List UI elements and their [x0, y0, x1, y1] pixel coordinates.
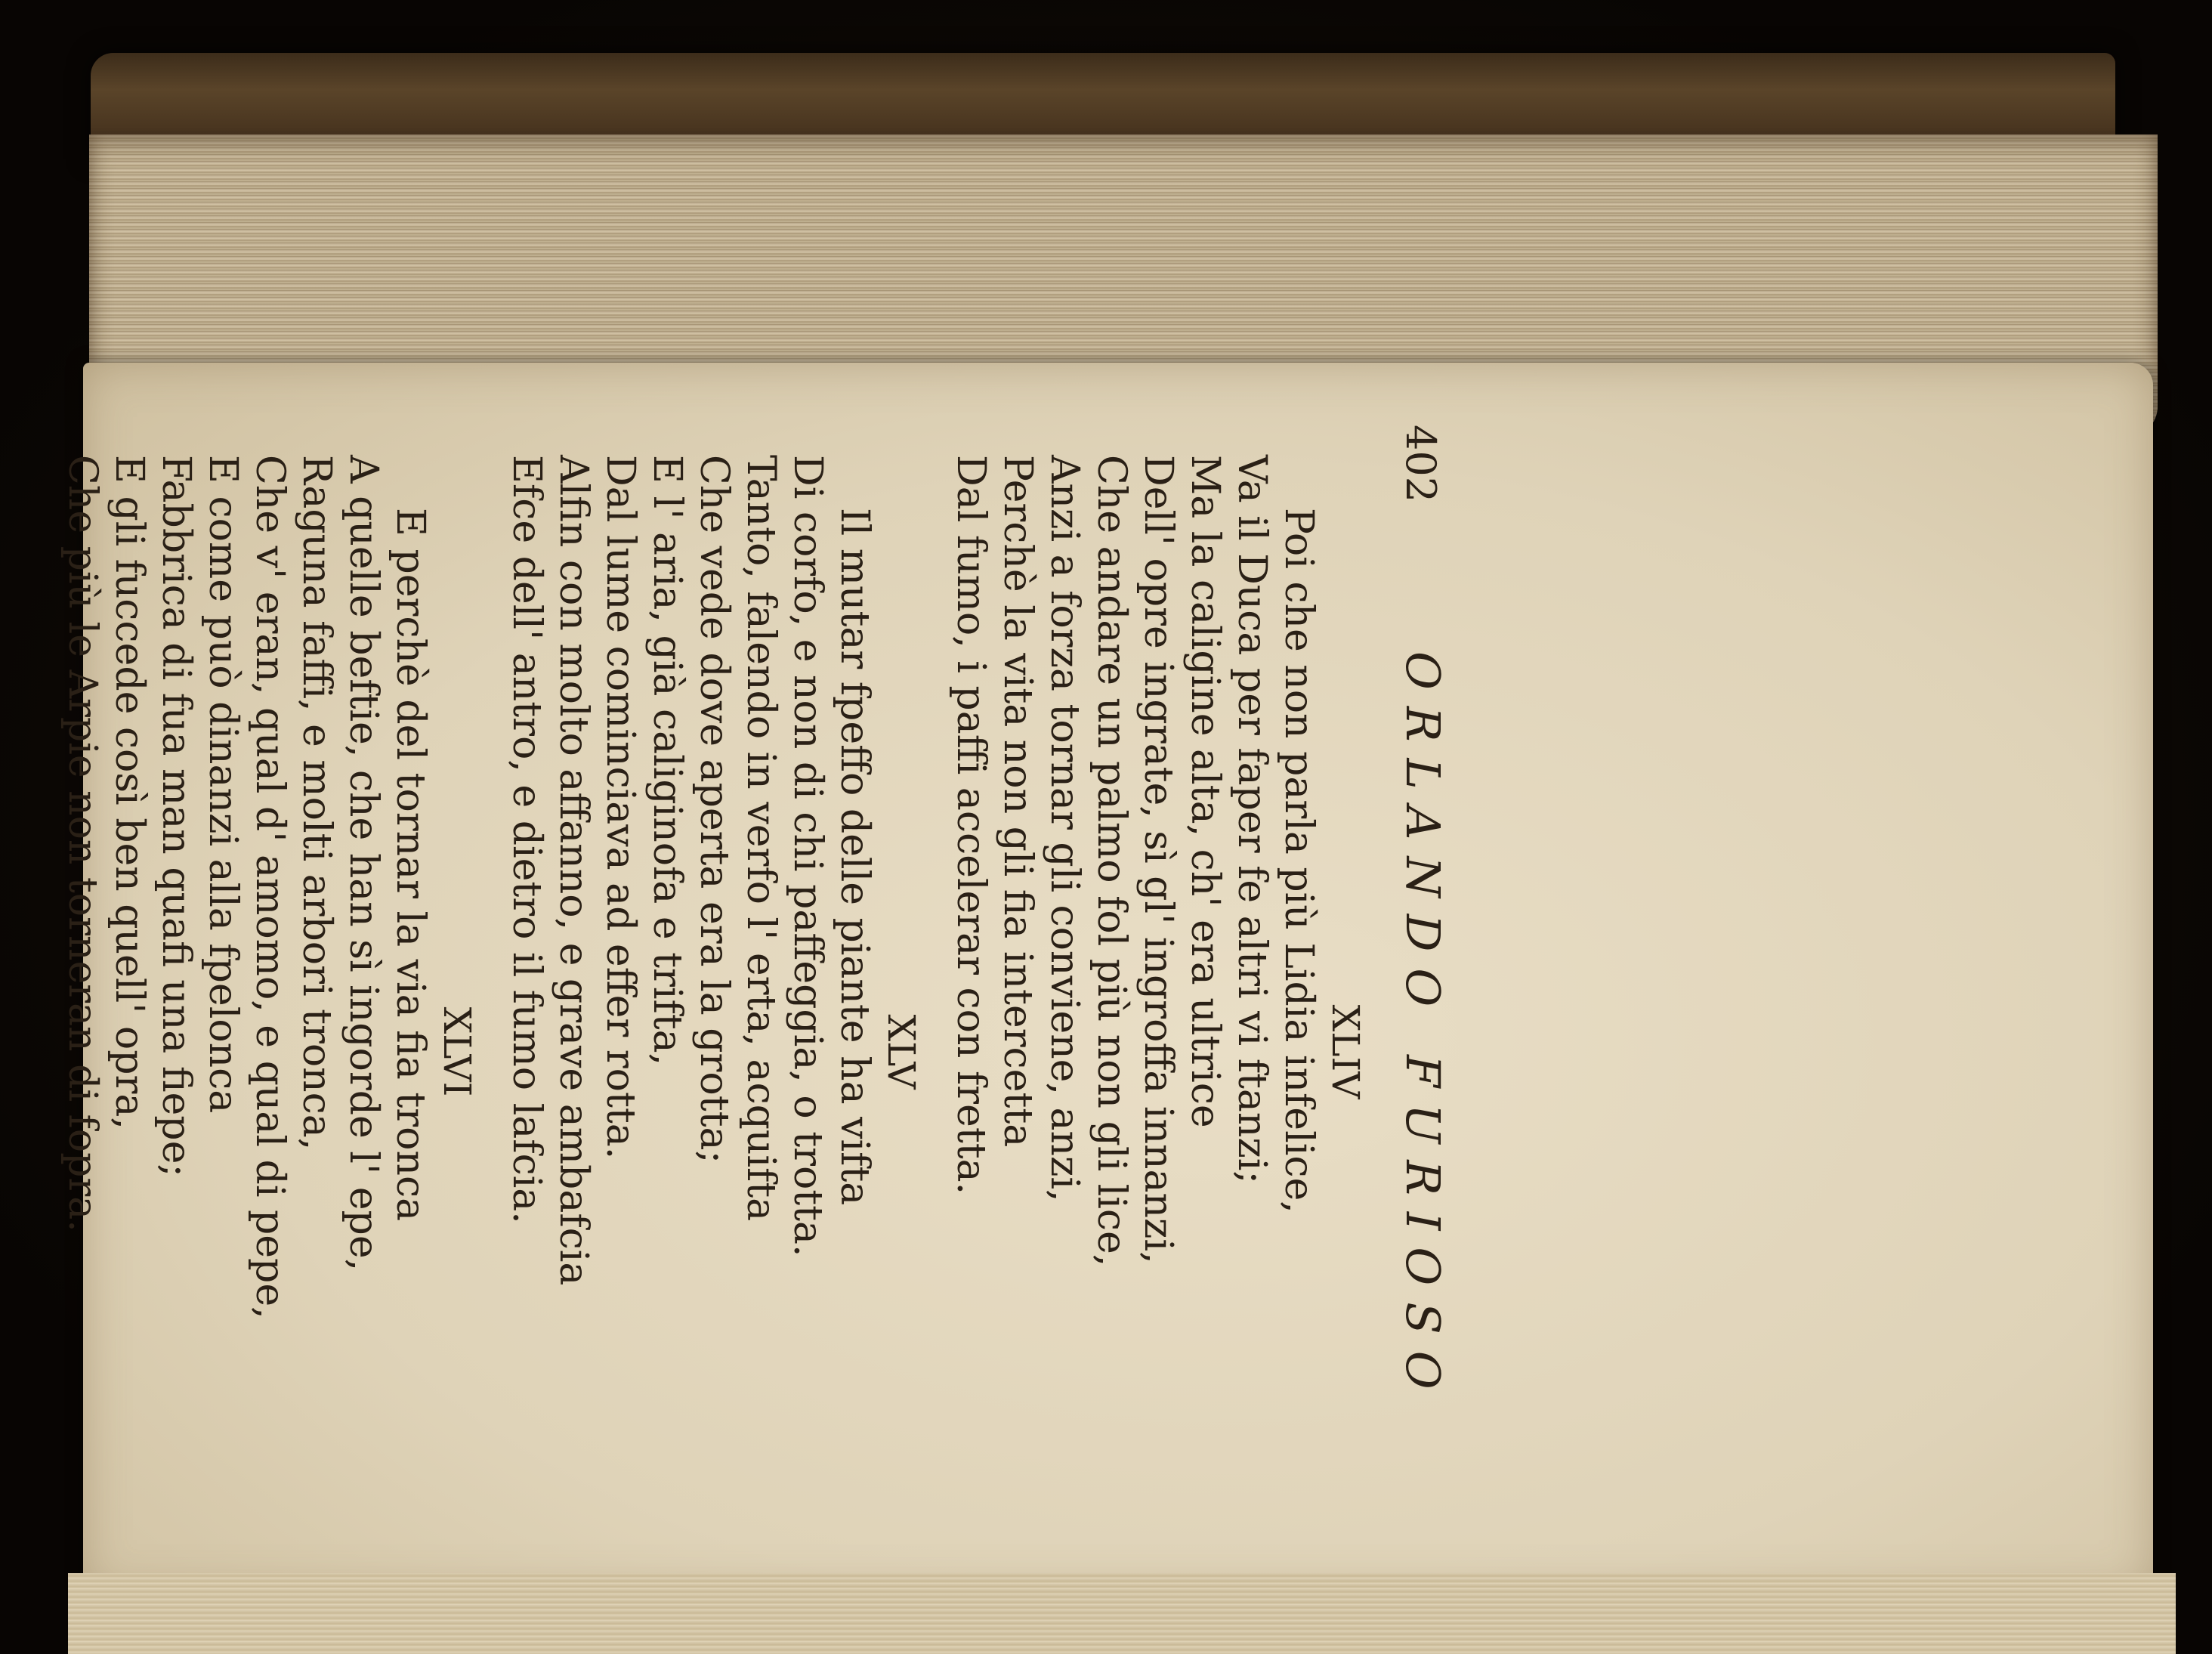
stanza-xlv: [503, 455, 925, 1654]
verse-line: Dell' opre ingrate, sì gl' ingroffa innanzi,: [1135, 455, 1181, 1264]
verse-line: Che più le Arpie non torneran di fopra.: [60, 455, 105, 1232]
verse-line: E gli fuccede così ben quell' opra,: [107, 455, 152, 1130]
stanza-number: XLVI: [435, 1006, 479, 1097]
verse-line: Dal lume cominciava ad effer rotta.: [598, 455, 643, 1160]
verse-line: Tanto, falendo in verfo l' erta, acquifta: [738, 455, 783, 1222]
verse-line: Va il Duca per faper fe altri vi ftanzi;: [1229, 455, 1274, 1184]
verse-line: Ma la caligine alta, ch' era ultrice: [1182, 455, 1228, 1128]
verse-line: Che vede dove aperta era la grotta;: [691, 455, 737, 1164]
page-text: [60, 408, 1450, 1654]
verse-line: Alfin con molto affanno, e grave ambafcia: [551, 455, 596, 1286]
page-number: 402: [1397, 425, 1444, 503]
verse-line: E perchè del tornar la via fia tronca: [388, 508, 433, 1222]
running-title: ORLANDO FURIOSO: [1395, 651, 1450, 1406]
verse-line: Perchè la vita non gli fia intercetta: [995, 455, 1040, 1148]
stanza-xlvi: [59, 455, 480, 1654]
verse-line: Raguna faffi, e molti arbori tronca,: [294, 455, 339, 1151]
verse-line: Dal fumo, i paffi accelerar con fretta.: [948, 455, 993, 1195]
verse-line: E l' aria, già caliginofa e trifta,: [644, 455, 690, 1066]
verse-line: E come può dinanzi alla fpelonca: [200, 455, 246, 1114]
verse-line: Che andare un palmo fol più non gli lice,: [1089, 455, 1134, 1267]
verse-line: Fabbrica di fua man quafi una fiepe;: [153, 455, 199, 1177]
verse-line: Anzi a forza tornar gli conviene, anzi,: [1042, 455, 1087, 1202]
verse-line: Che v' eran, qual d' amomo, e qual di pepe,: [247, 455, 292, 1319]
verse-line: A quelle beftie, che han sì ingorde l' epe,: [341, 455, 386, 1272]
verse-line: Il mutar fpeffo delle piante ha vifta: [832, 508, 877, 1206]
verse-line: Efce dell' antro, e dietro il fumo lafcia.: [504, 455, 549, 1224]
stanza-xliv: [947, 455, 1369, 1654]
verse-line: Poi che non parla più Lidia infelice,: [1276, 508, 1321, 1213]
running-head: [1395, 408, 1450, 1654]
stanza-number: XLV: [879, 1014, 923, 1090]
verse-line: Di corfo, e non di chi paffeggia, o trotta.: [785, 455, 830, 1257]
stanza-number: XLIV: [1324, 1004, 1367, 1099]
